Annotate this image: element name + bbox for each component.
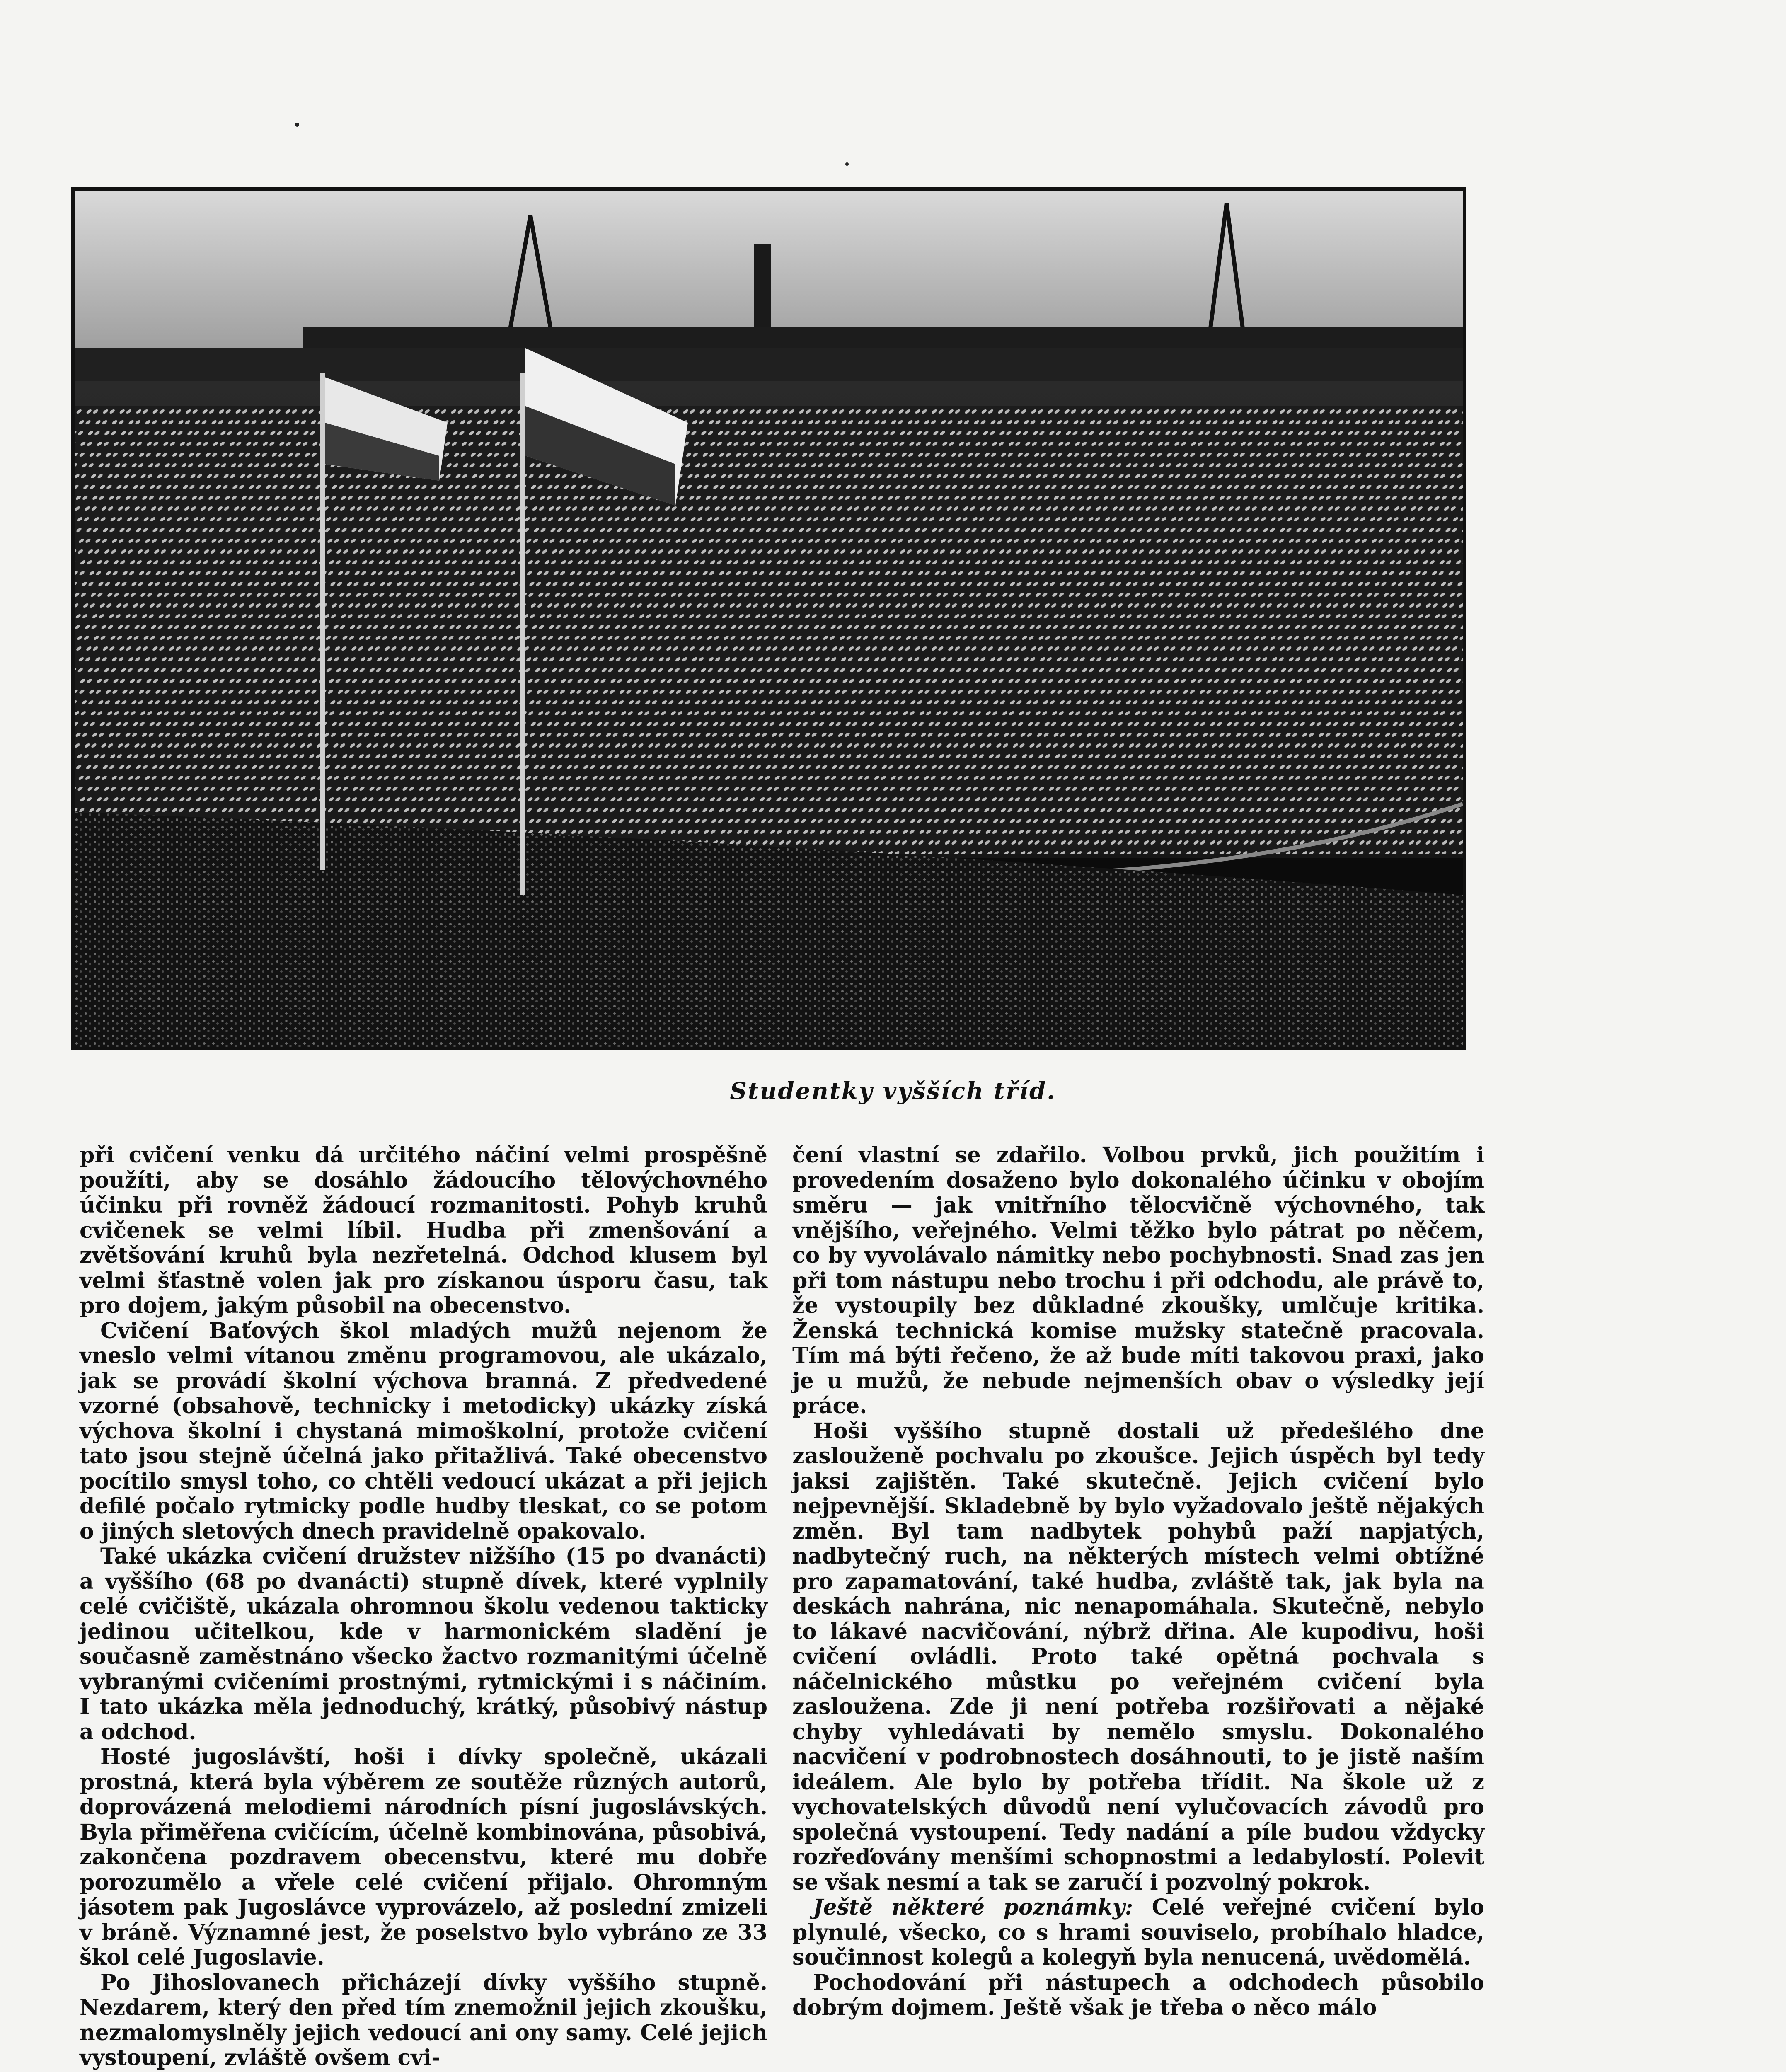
paragraph: Cvičení Baťových škol mladých mužů nejenom že vneslo velmi vítanou změnu programovou, ale ukázalo, jak se provádí školní výchova branná. Z předvedené vzorné (obsahově, technicky i metodicky) ukázky získá výchova školní i chystaná mimoškolní, protože cvičení tato jsou stejně účelná jako přitažlivá. Také obecenstvo pocítilo smysl toho, co chtěli vedoucí ukázat a při jejich defilé počalo rytmicky podle hudby tleskat, co se potom o jiných sletových dnech pravidelně opakovalo. (80, 1318, 767, 1544)
left-column (80, 1143, 767, 2071)
photo-stadium-gymnastics (71, 187, 1466, 1050)
paragraph: Po Jihoslovanech přicházejí dívky vyššího stupně. Nezdarem, který den před tím znemožnil jejich zkoušku, nezmalomyslněly jejich vedoucí ani ony samy. Celé jejich vystoupení, zvláště ovšem cvi- (80, 1970, 767, 2070)
paragraph (792, 1895, 1484, 1970)
paragraph: čení vlastní se zdařilo. Volbou prvků, jich použitím i provedením dosaženo bylo dokonalého účinku v obojím směru — jak vnitřního tělocvičně výchovného, tak vnějšího, veřejného. Velmi těžko bylo pátrat po něčem, co by vyvolávalo námitky nebo pochybnosti. Snad zas jen při tom nástupu nebo trochu i při odchodu, ale právě to, že vystoupily bez důkladné zkoušky, umlčuje kritika. Ženská technická komise mužsky statečně pracovala. Tím má býti řečeno, že až bude míti takovou praxi, jako je u mužů, že nebude nejmenších obav o výsledky její práce. (792, 1143, 1484, 1418)
paragraph: Hoši vyššího stupně dostali už předešlého dne zaslouženě pochvalu po zkoušce. Jejich úspěch byl tedy jaksi zajištěn. Také skutečně. Jejich cvičení bylo nejpevnější. Skladebně by bylo vyžadovalo ještě nějakých změn. Byl tam nadbytek pohybů paží napjatých, nadbytečný ruch, na některých místech velmi obtížné pro zapamatování, také hudba, zvláště tak, jak byla na deskách nahrána, nic nenapomáhala. Skutečně, nebylo to lákavé nacvičování, nýbrž dřina. Ale kupodivu, hoši cvičení ovládli. Proto také opětná pochvala s náčelnického můstku po veřejném cvičení byla zasloužena. Zde ji není potřeba rozšiřovati a nějaké chyby vyhledávati by nemělo smyslu. Dokonalého nacvičení v podrobnostech dosáhnouti, to je jistě naším ideálem. Ale bylo by potřeba třídit. Na škole už z vychovatelských důvodů není vylučovacích závodů pro společná vystoupení. Tedy nadání a píle budou vždycky rozřeďovány menšími schopnostmi a ledabylostí. Polevit se však nesmí a tak se zaručí i pozvolný pokrok. (792, 1418, 1484, 1895)
scan-speck (845, 162, 849, 166)
photo-image (75, 191, 1463, 1047)
italic-lead: Ještě některé poznámky: (813, 1895, 1133, 1920)
paragraph: Pochodování při nástupech a odchodech působilo dobrým dojmem. Ještě však je třeba o něco málo (792, 1970, 1484, 2020)
right-column (792, 1143, 1484, 2021)
paragraph: při cvičení venku dá určitého náčiní velmi prospěšně použíti, aby se dosáhlo žádoucího tělovýchovného účinku při rovněž žádoucí rozmanitosti. Pohyb kruhů cvičenek se velmi líbil. Hudba při zmenšování a zvětšování kruhů byla nezřetelná. Odchod klusem byl velmi šťastně volen jak pro získanou úsporu času, tak pro dojem, jakým působil na obecenstvo. (80, 1143, 767, 1318)
paragraph-text: Celé veřejné cvičení bylo plynulé, všecko, co s hrami souviselo, probíhalo hladce, součinnost kolegů a kolegyň byla nenucená, uvědomělá. (792, 1895, 1484, 1970)
paragraph: Také ukázka cvičení družstev nižšího (15 po dvanácti) a vyššího (68 po dvanácti) stupně dívek, které vyplnily celé cvičiště, ukázala ohromnou školu vedenou takticky jedinou učitelkou, kde v harmonickém sladění je současně zaměstnáno všecko žactvo rozmanitými účelně vybranými cvičeními prostnými, rytmickými i s náčiním. I tato ukázka měla jednoduchý, krátký, působivý nástup a odchod. (80, 1544, 767, 1745)
photo-caption: Studentky vyšších tříd. (730, 1077, 1056, 1105)
scan-speck (295, 123, 299, 127)
paragraph: Hosté jugoslávští, hoši i dívky společně, ukázali prostná, která byla výběrem ze soutěže různých autorů, doprovázená melodiemi národních písní jugoslávských. Byla přiměřena cvičícím, účelně kombinována, působivá, zakončena pozdravem obecenstvu, které mu dobře porozumělo a vřele celé cvičení přijalo. Ohromným jásotem pak Jugoslávce vyprovázelo, až poslední zmizeli v bráně. Významné jest, že poselstvo bylo vybráno ze 33 škol celé Jugoslavie. (80, 1744, 767, 1970)
